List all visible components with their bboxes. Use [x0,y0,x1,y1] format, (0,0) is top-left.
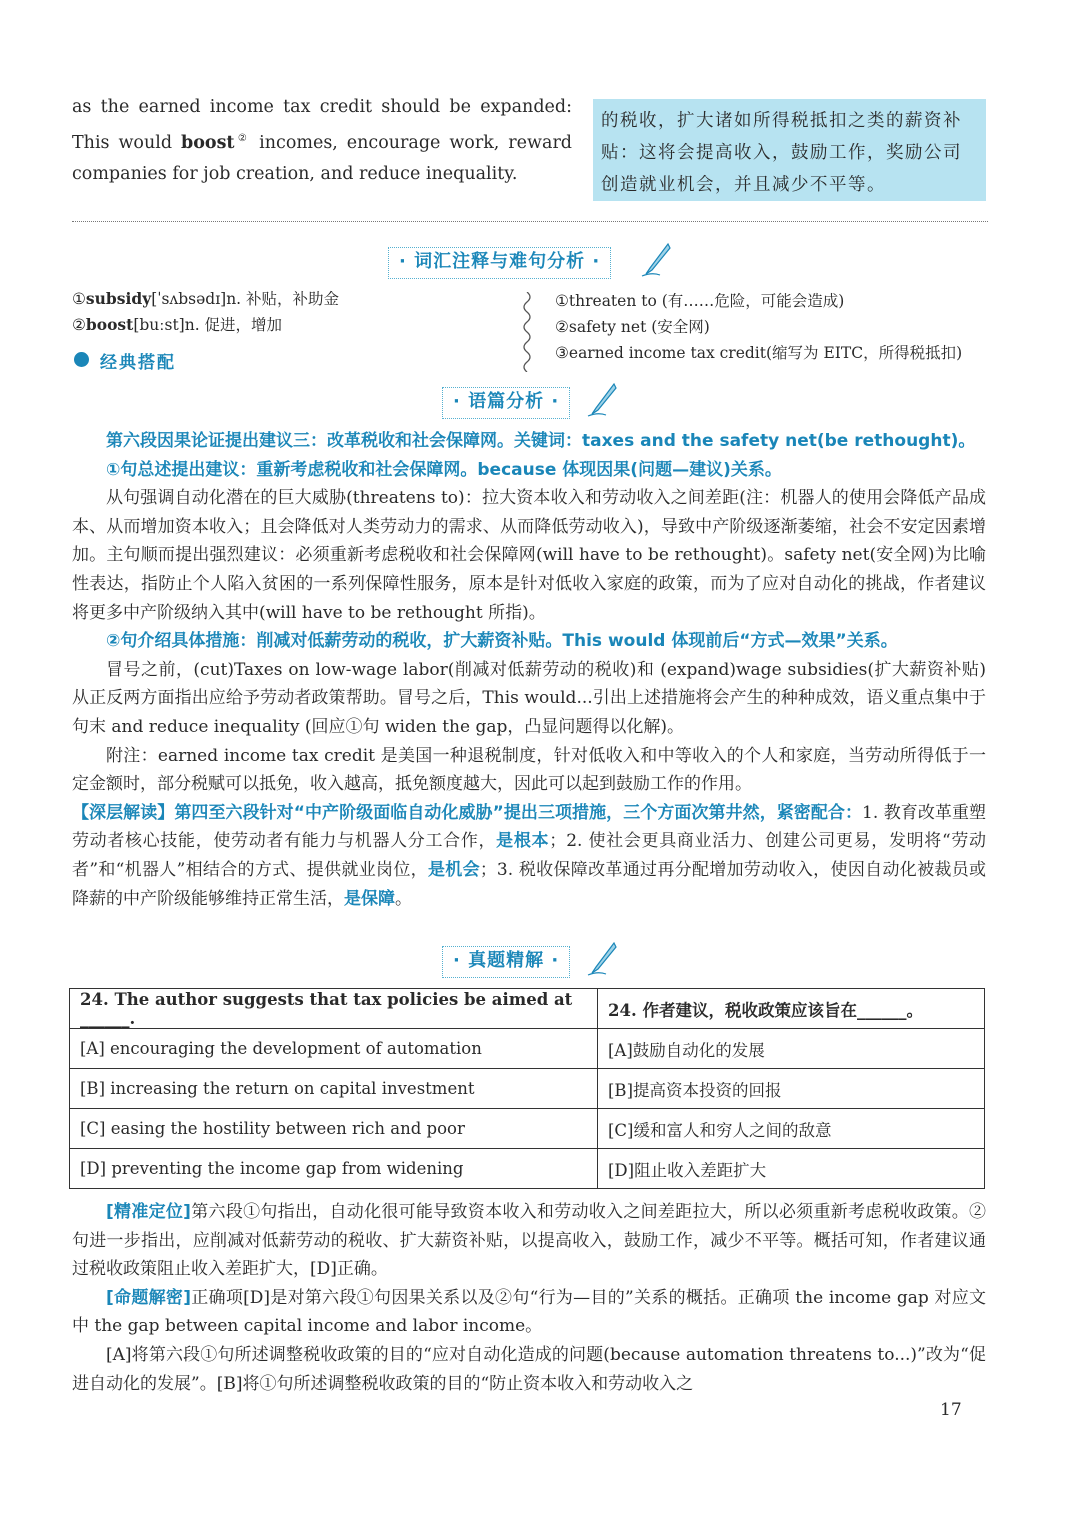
question-stem-en: 24. The author suggests that tax policies be aimed at ______. [70,989,598,1029]
boost-word: boost [180,132,235,153]
top-chinese-translation: 的税收，扩大诸如所得税抵扣之类的薪资补贴：这将会提高收入，鼓励工作，奖励公司创造就业机会，并且减少不平等。 [593,99,986,201]
page-number: 17 [940,1400,962,1420]
table-row [70,1029,985,1069]
table-row [70,1149,985,1189]
vocab-item-subsidy: ①subsidy[ˈsʌbsədɪ]n. 补贴，补助金 [72,289,340,308]
question-decoding: [命题解密]正确项[D]是对第六段①句因果关系以及②句“行为—目的”关系的概括。正确项 the income gap 对应文中 the gap between capital income and labor income。 [72,1287,987,1337]
analysis-para-summary: 第六段因果论证提出建议三：改革税收和社会保障网。关键词：taxes and the safety net(be rethought)。 [106,431,976,451]
analysis-para-note: 附注：earned income tax credit 是美国一种退税制度，针对低收入和中等收入的个人和家庭，当劳动所得低于一定金额时，部分税赋可以抵免，收入越高，抵免额度越大，因此可以起到鼓励工作的作用。 [72,745,986,795]
vocab-item-boost: ②boost[buːst]n. 促进，增加 [72,315,283,334]
collocation-safety-net: ②safety net (安全网) [555,318,710,336]
quill-pen-icon [584,941,618,977]
question-stem-cn: 24. 作者建议，税收政策应该旨在______。 [598,989,985,1029]
analysis-para-sentence1-body: 从句强调自动化潜在的巨大威胁(threatens to)：拉大资本收入和劳动收入之间差距(注：机器人的使用会降低产品成本、从而增加资本收入；且会降低对人类劳动力的需求、从而降低劳动收入)，导致中产阶级逐渐萎缩，社会不安定因素增加。主句顺而提出强烈建议：必须重新考虑税收和社会保障网(will have to be rethought)。safety net(安全网)为比喻性表达，指防止个人陷入贫困的一系列保障性服务，原本是针对低收入家庭的政策，而为了应对自动化的挑战，作者建议将更多中产阶级纳入其中(will have to be rethought 所指)。 [72,488,986,623]
option-b-en: [B] increasing the return on capital investment [70,1069,598,1109]
table-row [70,1109,985,1149]
analysis-para-sentence1-head: ①句总述提出建议：重新考虑税收和社会保障网。because 体现因果(问题—建议)关系。 [106,459,782,480]
classic-collocation-label: 经典搭配 [100,353,176,373]
option-a-en: [A] encouraging the development of automation [70,1029,598,1069]
distractor-analysis: [A]将第六段①句所述调整税收政策的目的“应对自动化造成的问题(because automation threatens to...)”改为“促进自动化的发展”。[B]将①句所述调整税收政策的目的“防止资本收入和劳动收入之 [72,1344,986,1394]
solution-body [72,1198,986,1398]
option-c-en: [C] easing the hostility between rich and poor [70,1109,598,1149]
top-english-passage: as the earned income tax credit should be expanded: This would boost② incomes, encourage work, reward companies for job creation, and reduce inequality. [72,97,573,184]
analysis-body [72,427,986,913]
option-b-cn: [B]提高资本投资的回报 [598,1069,985,1109]
section-divider [72,221,988,222]
wavy-divider-icon [518,292,536,372]
analysis-para-sentence2-head: ②句介绍具体措施：削减对低薪劳动的税收，扩大薪资补贴。This would 体现前后“方式—效果”关系。 [106,631,898,652]
bullet-dot-icon [74,352,89,367]
precise-location: [精准定位]第六段①句指出，自动化很可能导致资本收入和劳动收入之间差距拉大，所以必须重新考虑税收政策。②句进一步指出，应削减对低薪劳动的税收、扩大薪资补贴，以提高收入，鼓励工作，减少不平等。概括可知，作者建议通过税收政策阻止收入差距扩大，[D]正确。 [72,1202,987,1280]
option-d-en: [D] preventing the income gap from widening [70,1149,598,1189]
exam-section-title: · 真题精解 · [442,946,570,978]
option-d-cn: [D]阻止收入差距扩大 [598,1149,985,1189]
collocation-threaten-to: ①threaten to (有……危险，可能会造成) [555,292,845,310]
discourse-section-title: · 语篇分析 · [442,387,570,419]
table-row [70,1069,985,1109]
table-row [70,989,985,1029]
option-a-cn: [A]鼓励自动化的发展 [598,1029,985,1069]
deep-interpretation: 【深层解读】第四至六段针对“中产阶级面临自动化威胁”提出三项措施，三个方面次第井然，紧密配合：1. 教育改革重塑劳动者核心技能，使劳动者有能力与机器人分工合作，是根本；2. 使社会更具商业活力、创建公司更易，发明将“劳动者”和“机器人”相结合的方式、提供就业岗位，是机会；3. 税收保障改革通过再分配增加劳动收入，使因自动化被裁员或降薪的中产阶级能够维持正常生活，是保障。 [72,802,987,909]
question-table [69,988,985,1189]
analysis-para-sentence2-body: 冒号之前，(cut)Taxes on low-wage labor(削减对低薪劳动的税收)和 (expand)wage subsidies(扩大薪资补贴)从正反两方面指出应给予劳动者政策帮助。冒号之后，This would...引出上述措施将会产生的种种成效，语义重点集中于句末 and reduce inequality (回应①句 widen the gap，凸显问题得以化解)。 [72,659,986,737]
vocab-section-title: · 词汇注释与难句分析 · [388,247,611,279]
quill-pen-icon [584,382,618,418]
collocation-eitc: ③earned income tax credit(缩写为 EITC，所得税抵扣) [555,344,963,362]
quill-pen-icon [638,242,672,278]
option-c-cn: [C]缓和富人和穷人之间的敌意 [598,1109,985,1149]
